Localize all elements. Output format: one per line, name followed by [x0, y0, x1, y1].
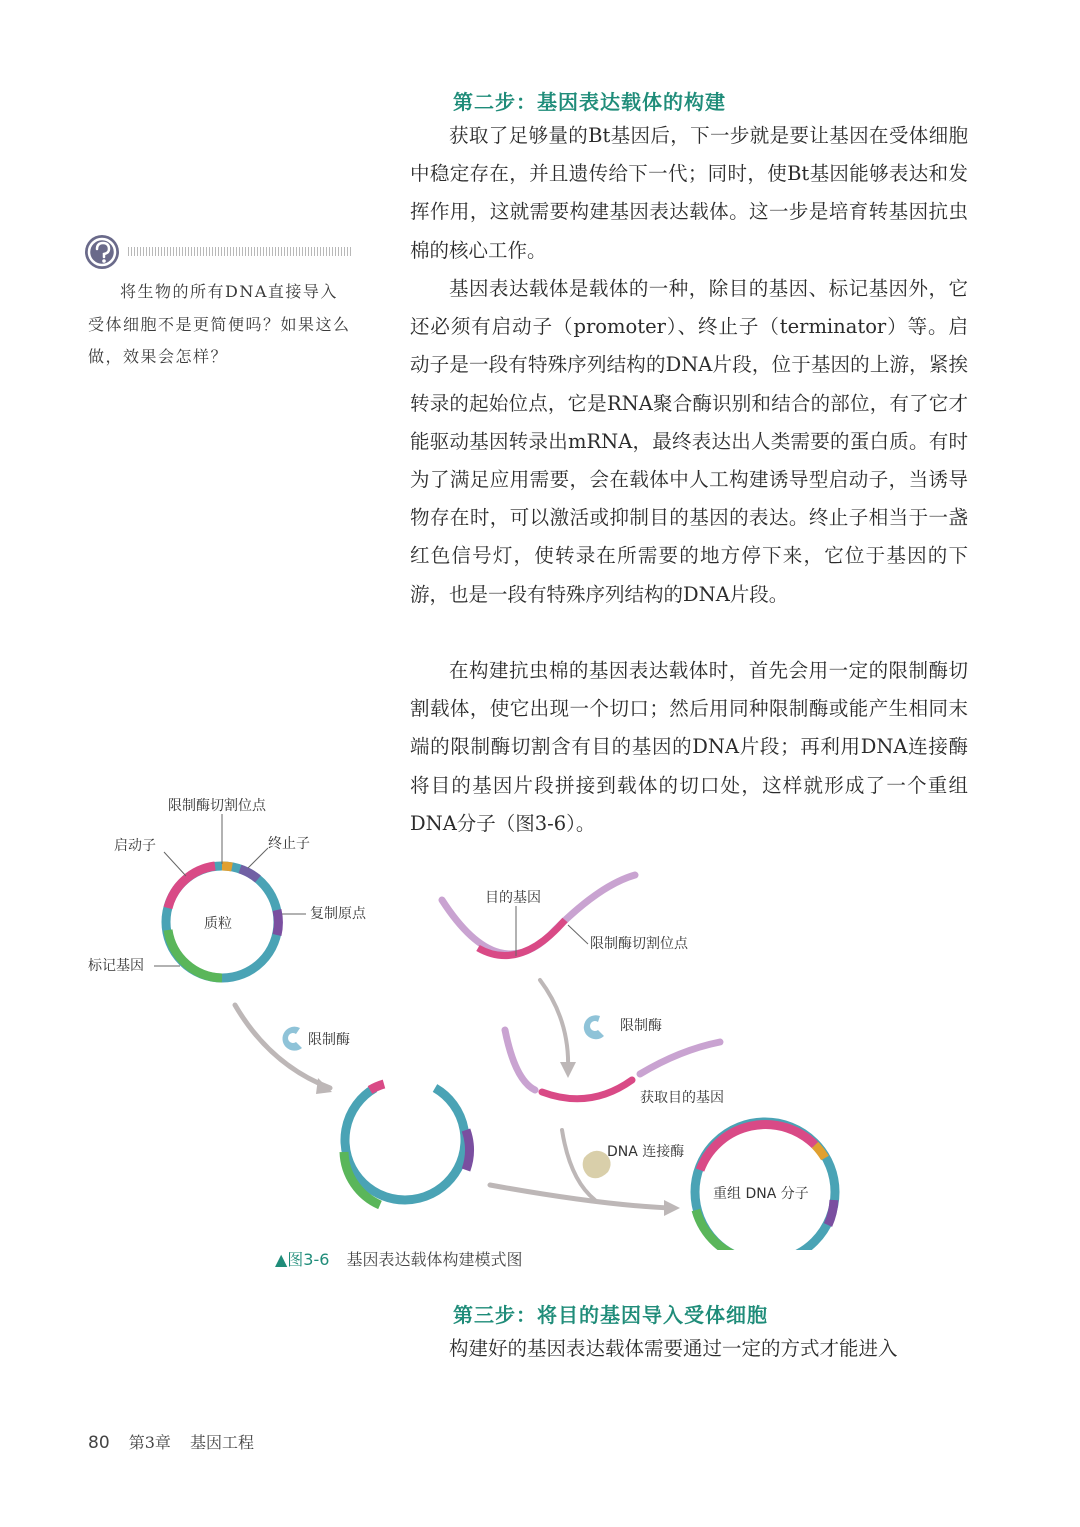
sidenote-text: 将生物的所有DNA直接导入受体细胞不是更简便吗？如果这么做，效果会怎样？ — [88, 282, 351, 366]
body-paragraph-1: 获取了足够量的Bt基因后，下一步就是要让基因在受体细胞中稳定存在，并且遗传给下一代；同时，使Bt基因能够表达和发挥作用，这就需要构建基因表达载体。这一步是培育转基因抗虫棉的核心工作。 — [410, 124, 968, 262]
sidenote-divider — [128, 247, 352, 256]
label-restriction-site: 限制酶切割位点 — [168, 798, 266, 814]
label-recombinant-dna: 重组 DNA 分子 — [713, 1186, 809, 1202]
cut-plasmid-diagram — [344, 1084, 469, 1205]
label-restriction-enzyme-1: 限制酶 — [308, 1032, 350, 1048]
figure-caption — [275, 1247, 523, 1270]
label-obtain-gene: 获取目的基因 — [640, 1090, 724, 1106]
figure-3-6 — [80, 780, 860, 1250]
label-ligase: DNA 连接酶 — [607, 1144, 685, 1160]
restriction-enzyme-icon-2 — [584, 1015, 604, 1039]
page-number: 80 — [88, 1433, 110, 1453]
section-heading-step3: 第三步：将目的基因导入受体细胞 — [453, 1303, 768, 1327]
label-restriction-site-2: 限制酶切割位点 — [590, 936, 688, 952]
label-restriction-enzyme-2: 限制酶 — [620, 1018, 662, 1034]
label-marker-gene: 标记基因 — [88, 958, 144, 974]
body-paragraph-3: 在构建抗虫棉的基因表达载体时，首先会用一定的限制酶切割载体，使它出现一个切口；然后用同种限制酶或能产生相同末端的限制酶切割含有目的基因的DNA片段；再利用DNA连接酶将目的基因片段拼接到载体的切口处，这样就形成了一个重组DNA分子（图3-6）。 — [410, 659, 968, 835]
chapter-title: 基因工程 — [190, 1433, 255, 1452]
label-terminator: 终止子 — [268, 836, 310, 852]
body-paragraph-2: 基因表达载体是载体的一种，除目的基因、标记基因外，它还必须有启动子（promoter）、终止子（terminator）等。启动子是一段有特殊序列结构的DNA片段，位于基因的上游，紧挨转录的起始位点，它是RNA聚合酶识别和结合的部位，有了它才能驱动基因转录出mRNA，最终表达出人类需要的蛋白质。有时为了满足应用需要，会在载体中人工构建诱导型启动子，当诱导物存在时，可以激活或抑制目的基因的表达。终止子相当于一盏红色信号灯，使转录在所需要的地方停下来，它位于基因的下游，也是一段有特殊序列结构的DNA片段。 — [410, 277, 968, 606]
body-paragraph-step3: 构建好的基因表达载体需要通过一定的方式才能进入 — [449, 1337, 898, 1360]
chapter-number: 第3章 — [128, 1433, 171, 1452]
restriction-enzyme-icon — [282, 1027, 302, 1051]
label-plasmid: 质粒 — [204, 916, 232, 932]
label-target-gene: 目的基因 — [485, 890, 541, 906]
label-promoter: 启动子 — [114, 838, 156, 854]
question-icon — [84, 234, 120, 270]
caption-text: 基因表达载体构建模式图 — [346, 1250, 523, 1269]
caption-number: ▲图3-6 — [275, 1250, 330, 1269]
label-origin: 复制原点 — [310, 906, 366, 922]
page-footer — [88, 1430, 254, 1453]
section-heading-step2: 第二步：基因表达载体的构建 — [453, 90, 726, 114]
